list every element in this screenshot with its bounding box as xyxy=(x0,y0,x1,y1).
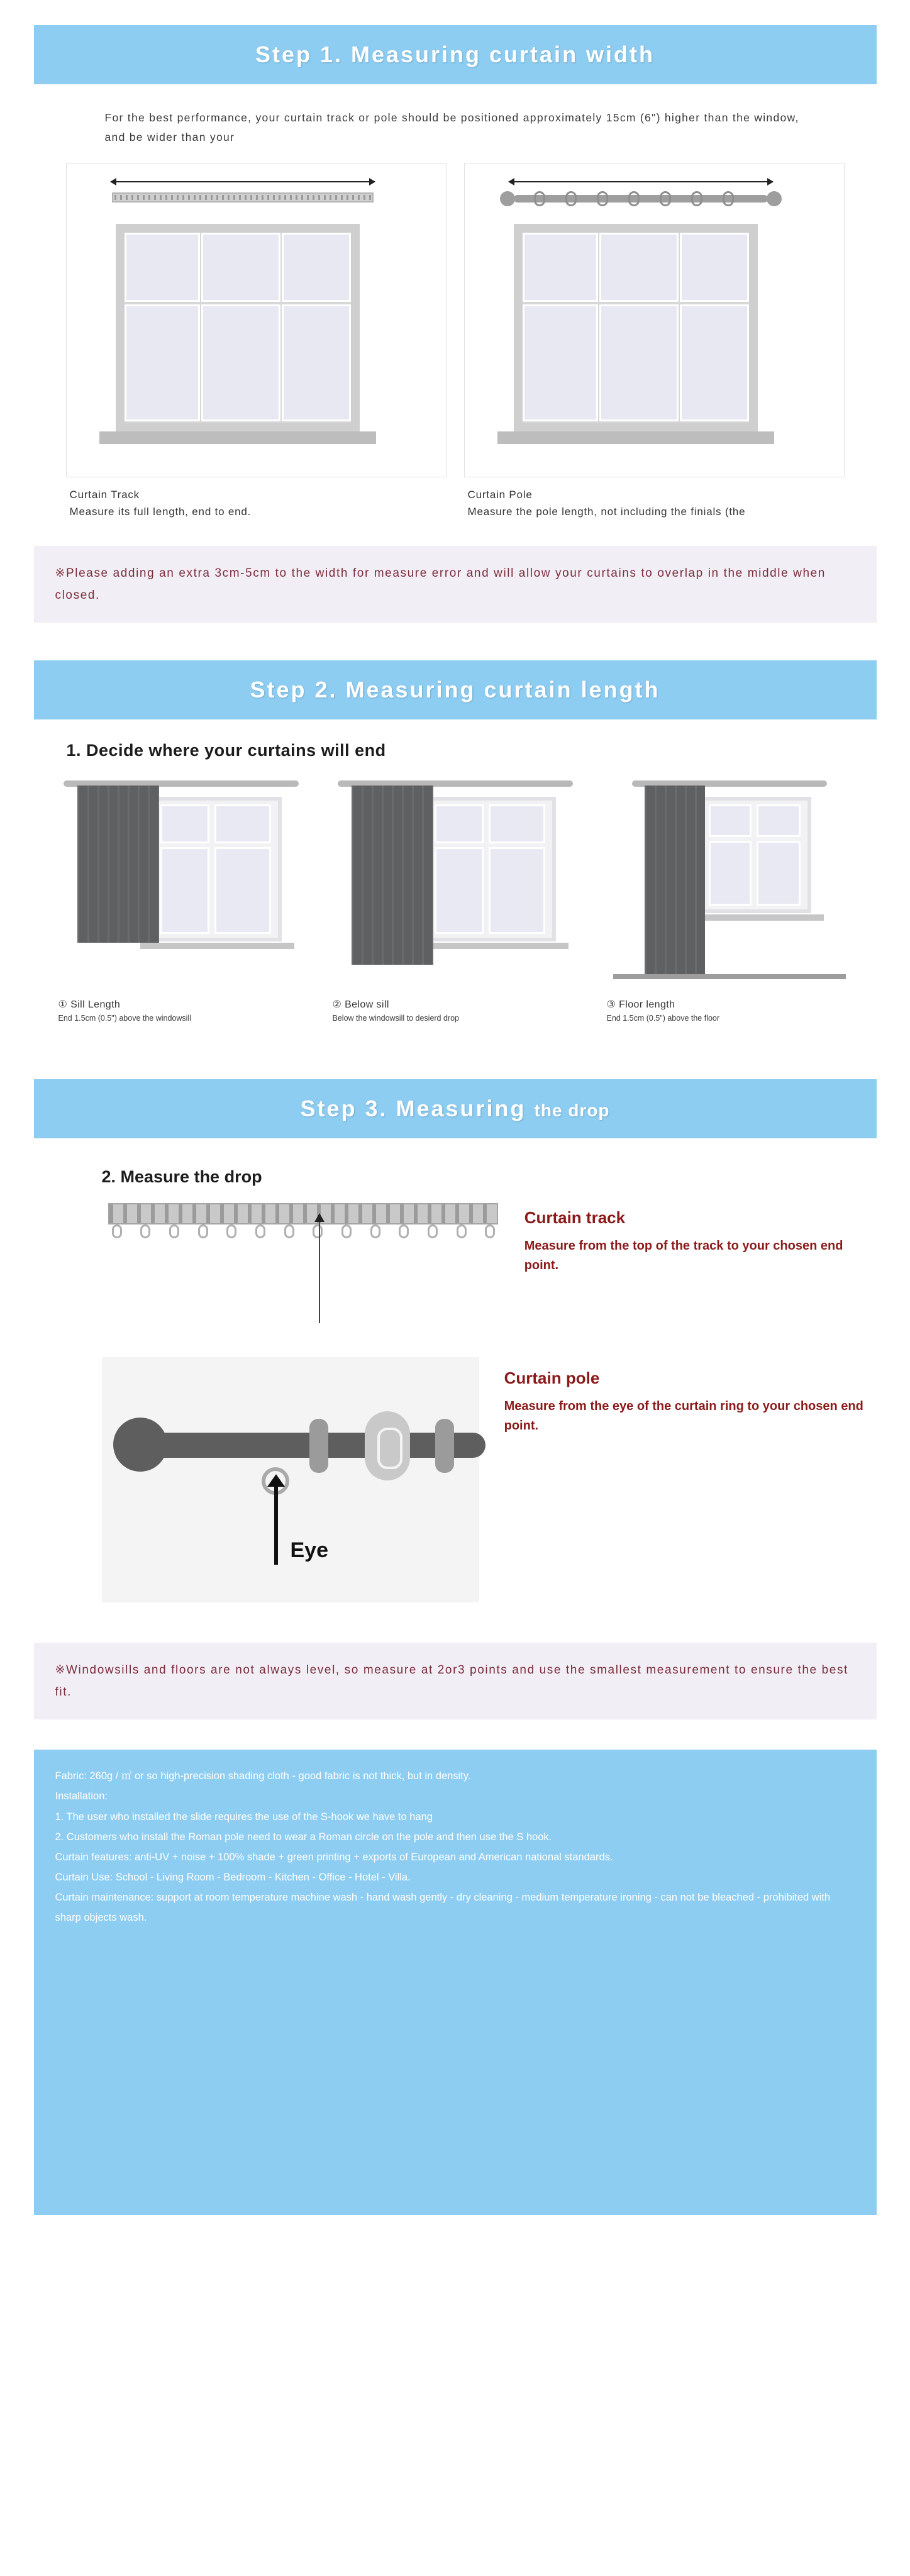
track-hooks-group xyxy=(112,1224,496,1241)
note-width: ※Please adding an extra 3cm-5cm to the width for measure error and will allow your curtains to overlap in the middle when closed. xyxy=(34,546,877,623)
length-option-below-sill xyxy=(333,772,578,1023)
diagram-curtain-track xyxy=(66,163,447,520)
step2-banner xyxy=(34,660,877,719)
drop-pole-row xyxy=(34,1357,877,1602)
window-pane xyxy=(599,304,679,421)
sill-shape xyxy=(140,943,294,949)
track-hook-icon xyxy=(485,1224,495,1238)
pole-ring-icon xyxy=(691,191,702,206)
window-pane xyxy=(435,804,484,843)
step2-diagrams xyxy=(34,772,877,1023)
track-hook-icon xyxy=(255,1224,265,1238)
pole-ring-icon xyxy=(309,1419,328,1473)
sill-illustration xyxy=(58,772,304,992)
window-pane xyxy=(201,233,280,302)
pole-drop-illustration xyxy=(102,1357,479,1602)
track-hook-icon xyxy=(169,1224,179,1238)
track-drop-text xyxy=(524,1197,877,1275)
track-caption-title: Curtain Track xyxy=(69,489,140,501)
pole-bracket-shape xyxy=(365,1411,410,1480)
info-line: 1. The user who installed the slide requires the use of the S-hook we have to hang xyxy=(55,1811,433,1823)
step3-subtitle: the drop xyxy=(534,1100,610,1120)
curtain-panel-shape xyxy=(77,786,159,943)
pole-ring-icon xyxy=(597,191,608,206)
step2-title: Step 2. Measuring curtain length xyxy=(250,676,660,702)
track-drop-illustration xyxy=(102,1197,499,1332)
track-hook-icon xyxy=(226,1224,236,1238)
window-pane xyxy=(160,804,209,843)
step1-banner xyxy=(34,25,877,84)
window-pane xyxy=(435,847,484,934)
finial-left-icon xyxy=(500,191,515,206)
curtain-panel-shape xyxy=(645,786,705,974)
pole-illustration xyxy=(464,163,845,477)
pole-caption-desc: Measure the pole length, not including the finials (the xyxy=(467,506,746,518)
window-sill-shape xyxy=(497,431,774,444)
window-frame-shape xyxy=(514,224,758,431)
step3-banner xyxy=(34,1079,877,1138)
pole-drop-body: Measure from the eye of the curtain ring to your chosen end point. xyxy=(504,1399,863,1433)
info-line: Curtain maintenance: support at room temperature machine wash - hand wash gently - dry cleaning - medium temperature ironing - can not be bleached - prohibited with sharp objects wash. xyxy=(55,1892,831,1924)
top-spacer xyxy=(0,0,910,25)
info-line: Fabric: 260g / ㎡ or so high-precision shading cloth - good fabric is not thick, but in density. xyxy=(55,1770,471,1782)
track-caption-desc: Measure its full length, end to end. xyxy=(69,506,252,518)
eye-label: Eye xyxy=(290,1538,328,1562)
track-illustration xyxy=(66,163,447,477)
window-pane xyxy=(201,304,280,421)
window-pane xyxy=(214,804,271,843)
sill-sub: End 1.5cm (0.5") above the windowsill xyxy=(58,1013,191,1023)
curtain-panel-shape xyxy=(352,786,433,965)
sill-shape xyxy=(689,914,824,921)
window-frame-shape xyxy=(116,224,360,431)
window-pane xyxy=(709,804,752,837)
below-sill-sub: Below the windowsill to desierd drop xyxy=(332,1013,459,1023)
measure-arrow-icon xyxy=(274,1483,278,1565)
window-pane xyxy=(709,841,752,906)
pole-ring-icon xyxy=(723,191,734,206)
diagram-curtain-pole xyxy=(464,163,845,520)
window-pane xyxy=(125,233,200,302)
section2-heading: 1. Decide where your curtains will end xyxy=(66,740,386,760)
track-hook-icon xyxy=(198,1224,208,1238)
pole-ring-icon xyxy=(565,191,577,206)
spacer xyxy=(0,623,910,660)
track-hook-icon xyxy=(140,1224,150,1238)
track-hook-icon xyxy=(112,1224,122,1238)
floor-line-shape xyxy=(613,974,846,979)
intro-paragraph: For the best performance, your curtain track or pole should be positioned approximately 15cm (6") higher than the window, and be wider than your xyxy=(104,111,799,143)
spacer xyxy=(0,1023,910,1079)
track-hook-icon xyxy=(341,1224,352,1238)
track-hook-icon xyxy=(399,1224,409,1238)
track-hook-icon xyxy=(313,1224,323,1238)
sill-label: ① Sill Length xyxy=(58,999,121,1010)
pole-ring-icon xyxy=(435,1419,454,1473)
window-pane xyxy=(757,841,801,906)
pole-drop-title: Curtain pole xyxy=(504,1368,600,1387)
track-drop-body: Measure from the top of the track to your chosen end point. xyxy=(524,1238,843,1272)
floor-illustration xyxy=(607,772,852,992)
window-pane xyxy=(523,304,598,421)
window-sill-shape xyxy=(99,431,376,444)
pole-caption-title: Curtain Pole xyxy=(467,489,533,501)
step1-title: Step 1. Measuring curtain width xyxy=(255,42,655,67)
track-hook-icon xyxy=(284,1224,294,1238)
pole-ring-icon xyxy=(660,191,671,206)
info-line: Curtain Use: School - Living Room - Bedroom - Kitchen - Office - Hotel - Villa. xyxy=(55,1872,411,1884)
window-pane xyxy=(523,233,598,302)
window-pane xyxy=(599,233,679,302)
window-shape xyxy=(701,797,811,913)
step1-diagrams xyxy=(34,163,877,520)
track-drop-title: Curtain track xyxy=(524,1208,626,1227)
floor-sub: End 1.5cm (0.5") above the floor xyxy=(606,1013,720,1023)
window-shape xyxy=(427,797,556,941)
drop-track-row xyxy=(34,1197,877,1332)
sill-shape xyxy=(414,943,569,949)
track-hook-icon xyxy=(457,1224,467,1238)
window-pane xyxy=(214,847,271,934)
track-body-shape xyxy=(108,1203,498,1224)
track-teeth-shape xyxy=(114,195,371,200)
below-sill-label: ② Below sill xyxy=(332,999,389,1010)
pole-finial-icon xyxy=(113,1418,167,1472)
window-pane xyxy=(125,304,200,421)
track-caption xyxy=(66,486,447,520)
info-line: 2. Customers who install the Roman pole need to wear a Roman circle on the pole and then use the S hook. xyxy=(55,1831,552,1843)
note-level: ※Windowsills and floors are not always level, so measure at 2or3 points and use the smallest measurement to ensure the best fit. xyxy=(34,1643,877,1719)
window-pane xyxy=(680,304,749,421)
width-arrow-icon xyxy=(509,181,773,182)
pole-caption xyxy=(464,486,845,520)
window-pane xyxy=(160,847,209,934)
window-pane xyxy=(489,847,545,934)
finial-right-icon xyxy=(767,191,782,206)
length-option-sill xyxy=(58,772,304,1023)
pole-ring-icon xyxy=(534,191,545,206)
below-sill-illustration xyxy=(333,772,578,992)
info-line: Curtain features: anti-UV + noise + 100% shade + green printing + exports of European and American national standards. xyxy=(55,1851,613,1863)
width-arrow-icon xyxy=(111,181,375,182)
length-option-floor xyxy=(607,772,852,1023)
product-info-panel xyxy=(34,1750,877,2215)
info-line: Installation: xyxy=(55,1790,108,1802)
floor-label: ③ Floor length xyxy=(606,999,675,1010)
pole-ring-icon xyxy=(628,191,640,206)
track-hook-icon xyxy=(370,1224,380,1238)
window-pane xyxy=(680,233,749,302)
track-hook-icon xyxy=(428,1224,438,1238)
pole-drop-text xyxy=(504,1357,877,1436)
measure-arrow-icon xyxy=(319,1219,320,1323)
window-pane xyxy=(489,804,545,843)
window-pane xyxy=(282,304,351,421)
section3-heading: 2. Measure the drop xyxy=(101,1167,262,1186)
step3-title: Step 3. Measuring xyxy=(300,1095,526,1121)
window-pane xyxy=(757,804,801,837)
window-shape xyxy=(153,797,282,941)
window-pane xyxy=(282,233,351,302)
